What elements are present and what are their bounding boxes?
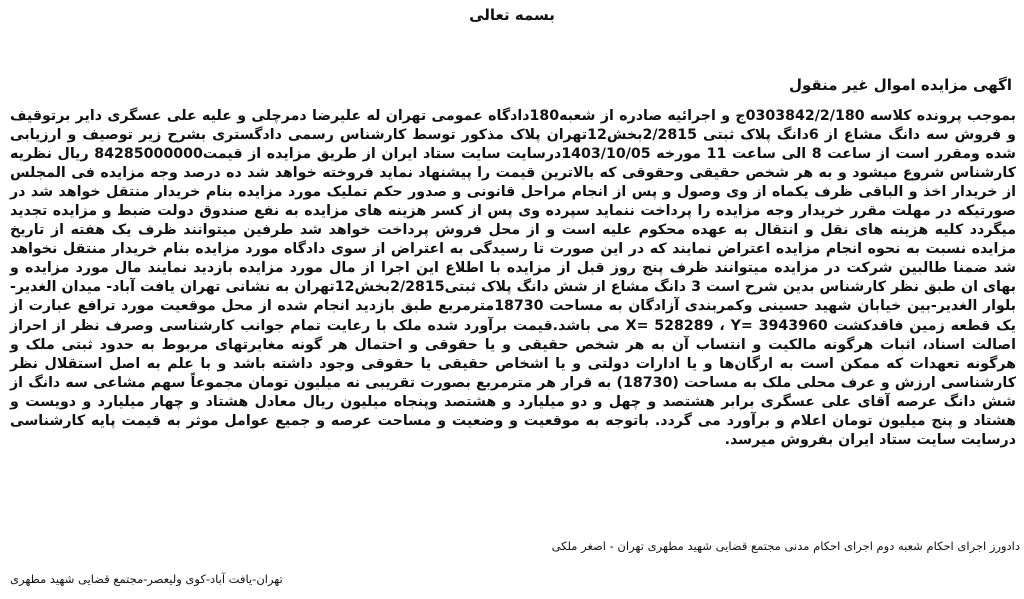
address-line: تهران-یافت آباد-کوی ولیعصر-مجتمع قضایی شهید مطهری [10, 572, 283, 586]
notice-body: بموجب پرونده کلاسه 0303842/2/180ج و اجرائیه صادره از شعبه180دادگاه عمومی تهران له علیرضا دمرچلی و علیه علی عسگری دایر برتوقیف و فروش سه دانگ مشاع از 6دانگ پلاک ثبتی 2/2815بخش12تهران پلاک مذکور توسط کارشناس رسمی دادگستری بشرح زیر توصیف و ارزیابی شده ومقرر است از ساعت 8 الی ساعت 11 مورخه 1403/10/05درسایت سایت ستاد ایران از طریق مزایده از قیمت84285000000 ریال نظریه کارشناس شروع میشود و به هر شخص حقیقی وحقوقی که بالاترین قیمت را پیشنهاد نماید فروخته خواهد شد ده درصد وجه مزایده فی المجلس از خریدار اخذ و الباقی ظرف یکماه از وی وصول و پس از انجام مراحل قانونی و صدور حکم تملیک مورد مزایده بنام خریدار منتقل خواهد شد در صورتیکه در مهلت مقرر خریدار وجه مزایده را پرداخت ننماید سپرده وی پس از کسر هزینه های مزایده به نفع صندوق دولت ضبط و مزایده تجدید میگردد کلیه هزینه های نقل و انتقال به عهده محکوم علیه است و از محل فروش پرداخت خواهد شد طرفین میتوانند ظرف یک هفته از تاریخ مزایده نسبت به نحوه انجام مزایده اعتراض نمایند که در این صورت تا رسیدگی به اعتراض از سوی دادگاه مورد مزایده بنام خریدار منتقل نخواهد شد ضمنا طالبین شرکت در مزایده میتوانند ظرف پنج روز قبل از مزایده با اطلاع این اجرا از مال مورد مزایده بازدید نمایند مال مورد مزایده و بهای ان طبق نظر کارشناس بدین شرح است 3 دانگ مشاع از شش دانگ پلاک ثبتی2/2815بخش12تهران به نشانی تهران یافت آباد- میدان الغدیر- بلوار الغدیر-بین خیابان شهید حسینی وکمربندی آزادگان به مساحت 18730مترمربع طبق بازدید انجام شده از محل موقعیت مورد ترافع عبارت از یک قطعه زمین فاقدکشت X= 528289 ، Y= 3943960 می باشد.قیمت برآورد شده ملک با رعایت تمام جوانب کارشناسی وصرف نظر از احراز اصالت اسناد، اثبات هرگونه مالکیت و انتساب آن به هر شخص حقیقی و یا حقوقی و احتمال هر گونه مغایرتهای مربوط به حدود ثبتی ملک و هرگونه تعهدات که ممکن است به ارگان‌ها و یا ادارات دولتی و یا اشخاص حقیقی یا حقوقی وجود داشته باشد و با علم به اصل استقلال نظر کارشناسی ارزش و عرف محلی ملک به مساحت (18730) به قرار هر مترمربع بصورت تقریبی نه میلیون تومان مجموعاً سهم مشاعی سه دانگ از شش دانگ عرصه آقای علی عسگری برابر هشتصد و چهل و دو میلیارد و هشتصد وپنجاه میلیون ریال معادل هشتاد و چهار میلیارد و دویست و هشتاد و پنج میلیون تومان اعلام و برآورد می گردد. باتوجه به موقعیت و وضعیت و مساحت عرصه و جمیع عوامل موثر به قیمت پایه کارشناسی درسایت سایت ستاد ایران بفروش میرسد. [10, 108, 1017, 448]
notice-heading: اگهی مزایده اموال غیر منقول [788, 76, 1012, 94]
document-title: بسمه تعالی [469, 6, 555, 24]
signature-line: دادورز اجرای احکام شعبه دوم اجرای احکام مدنی مجتمع قضایی شهید مطهری تهران - اصغر ملکی [551, 539, 1020, 553]
